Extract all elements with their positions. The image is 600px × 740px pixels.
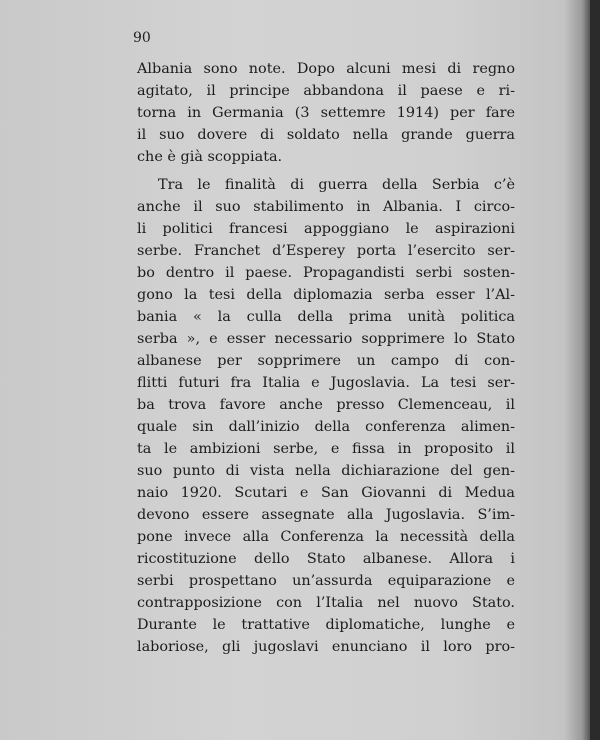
text-line: laboriose, gli jugoslavi enunciano il loro pro- [137, 639, 515, 655]
text-line: gono la tesi della diplomazia serba esser l’Al- [137, 287, 515, 303]
text-line: Tra le finalità di guerra della Serbia c’è [158, 177, 515, 193]
text-line: albanese per sopprimere un campo di con- [137, 353, 515, 369]
text-line: che è già scoppiata. [137, 149, 283, 165]
text-line: ricostituzione dello Stato albanese. Allora i [137, 551, 515, 567]
text-line: Albania sono note. Dopo alcuni mesi di regno [137, 61, 515, 77]
text-line: naio 1920. Scutari e San Giovanni di Medua [137, 485, 515, 501]
text-line: suo punto di vista nella dichiarazione del gen- [137, 463, 515, 479]
text-line: Durante le trattative diplomatiche, lunghe e [137, 617, 515, 633]
paragraph-1 [137, 58, 515, 168]
text-line: devono essere assegnate alla Jugoslavia. S’im- [137, 507, 515, 523]
text-line: agitato, il principe abbandona il paese e ri- [137, 83, 515, 99]
text-line: bo dentro il paese. Propagandisti serbi sosten- [137, 265, 515, 281]
text-line: serbi prospettano un’assurda equiparazione e [137, 573, 515, 589]
text-line: li politici francesi appoggiano le aspirazioni [137, 221, 515, 237]
paragraph-2 [137, 174, 515, 658]
text-line: serbe. Franchet d’Esperey porta l’esercito ser- [137, 243, 515, 259]
text-line: pone invece alla Conferenza la necessità della [137, 529, 515, 545]
text-line: ba trova favore anche presso Clemenceau, il [137, 397, 515, 413]
text-line: contrapposizione con l’Italia nel nuovo Stato. [137, 595, 515, 611]
book-spine-shadow [590, 0, 600, 740]
body-text [137, 58, 515, 658]
text-line: il suo dovere di soldato nella grande guerra [137, 127, 515, 143]
page-number: 90 [133, 30, 151, 46]
text-line: quale sin dall’inizio della conferenza alimen- [137, 419, 515, 435]
text-line: flitti futuri fra Italia e Jugoslavia. La tesi ser- [137, 375, 515, 391]
text-line: anche il suo stabilimento in Albania. I circo- [137, 199, 515, 215]
text-line: ta le ambizioni serbe, e fissa in proposito il [137, 441, 515, 457]
text-line: serba », e esser necessario sopprimere lo Stato [137, 331, 515, 347]
text-line: bania « la culla della prima unità politica [137, 309, 515, 325]
text-line: torna in Germania (3 settemre 1914) per fare [137, 105, 515, 121]
